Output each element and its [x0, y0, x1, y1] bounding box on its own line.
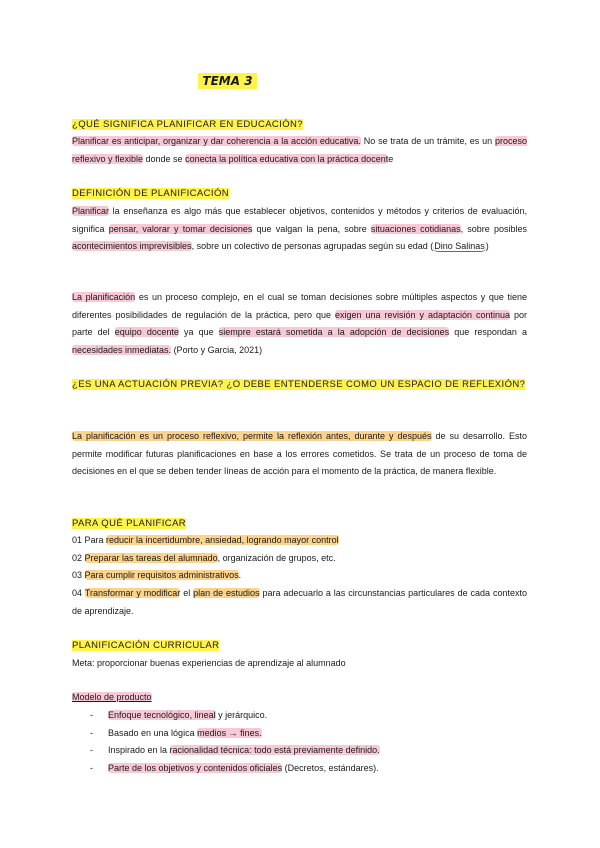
list-item: 03 Para cumplir requisitos administrativos. — [72, 570, 242, 580]
list-item: 02 Preparar las tareas del alumnado, organización de grupos, etc. — [72, 552, 336, 563]
paragraph-definicion-1: Planificar la enseñanza es algo más que establecer objetivos, contenidos y métodos y criterios de evaluación, significa pensar, valorar y tomar decisiones que valgan la pena, sobre situaciones cotidianas, sobre posibles acontecimientos imprevisibles, sobre un colectivo de personas agrupadas según su edad (Dino Salinas) — [72, 206, 527, 251]
list-item: 01 Para reducir la incertidumbre, ansiedad, logrando mayor control — [72, 535, 339, 545]
paragraph-que-significa: Planificar es anticipar, organizar y dar coherencia a la acción educativa. No se trata de un trámite, es un proceso reflexivo y flexible donde se conecta la política educativa con la práctica docente — [72, 136, 527, 164]
heading-que-significa: ¿QUÉ SIGNIFICA PLANIFICAR EN EDUCACIÓN? — [72, 119, 303, 130]
meta-text: Meta: proporcionar buenas experiencias de aprendizaje al alumnado — [72, 658, 346, 668]
heading-planificacion-curricular: PLANIFICACIÓN CURRICULAR — [72, 640, 220, 651]
heading-para-que: PARA QUÉ PLANIFICAR — [72, 518, 187, 529]
model-title: Modelo de producto — [72, 692, 152, 702]
heading-definicion: DEFINICIÓN DE PLANIFICACIÓN — [72, 188, 230, 199]
paragraph-actuacion-previa: La planificación es un proceso reflexivo, permite la reflexión antes, durante y después de su desarrollo. Esto permite modificar futuras planificaciones en base a los errores cometidos. Se trata de un proceso de toma de decisiones en el que se deben tender líneas de acción para el momento de la práctica, de manera flexible. — [72, 431, 527, 476]
page-title: TEMA 3 — [0, 74, 455, 88]
author-citation: Dino Salinas — [434, 241, 485, 251]
list-item: - Parte de los objetivos y contenidos oficiales (Decretos, estándares). — [90, 762, 379, 773]
list-item: - Basado en una lógica medios → fines. — [90, 727, 262, 738]
list-para-que — [72, 532, 527, 585]
list-item: - Enfoque tecnológico, lineal y jerárquico. — [90, 710, 268, 720]
model-bullets — [72, 707, 527, 777]
list-item-04: 04 Transformar y modificar el plan de estudios para adecuarlo a las circunstancias particulares de cada contexto de aprendizaje. — [72, 588, 527, 616]
paragraph-definicion-2: La planificación es un proceso complejo, en el cual se toman decisiones sobre múltiples aspectos y que tiene diferentes posibilidades de regulación de la práctica, pero que exigen una revisión y adaptación continua por parte del equipo docente ya que siempre estará sometida a la adopción de decisiones que respondan a necesidades inmediatas. (Porto y Garcia, 2021) — [72, 292, 528, 355]
heading-actuacion-previa: ¿ES UNA ACTUACIÓN PREVIA? ¿O DEBE ENTENDERSE COMO UN ESPACIO DE REFLEXIÓN? — [72, 379, 526, 390]
list-item: - Inspirado en la racionalidad técnica: todo está previamente definido. — [90, 745, 380, 755]
